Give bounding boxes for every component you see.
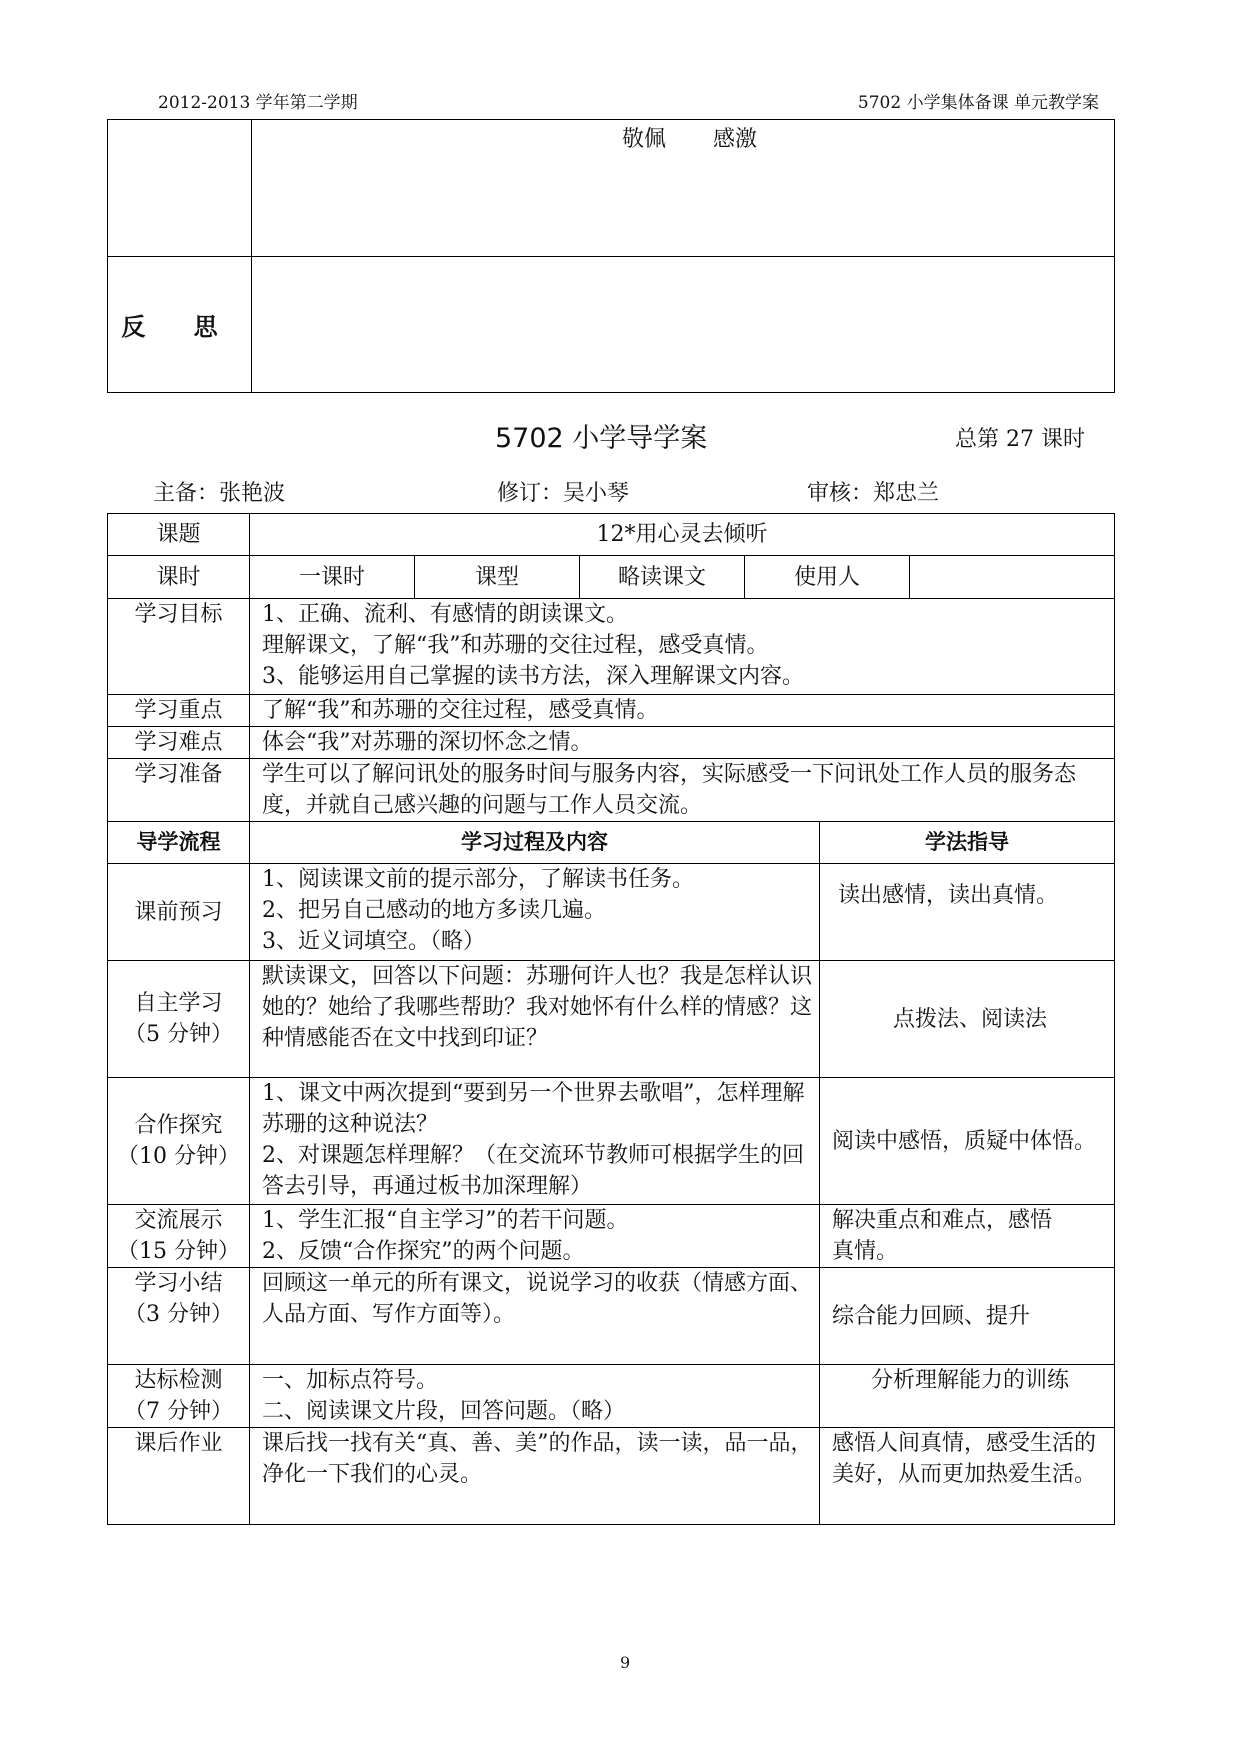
row-label-text: 交流展示 [134, 1208, 223, 1233]
prep-label: 学习准备 [108, 759, 250, 822]
col-content-header: 学习过程及内容 [250, 822, 820, 864]
row-guide: 读出感情，读出真情。 [820, 864, 1115, 961]
row-duration: （15 分钟） [117, 1239, 241, 1264]
lesson-number: 总第 27 课时 [955, 427, 1085, 452]
period-label: 课时 [108, 556, 250, 599]
goals-label: 学习目标 [108, 599, 250, 695]
goals-cell [250, 599, 1115, 695]
row-label [108, 1268, 250, 1365]
type-value: 略读课文 [580, 556, 745, 598]
content-line: 2、对课题怎样理解？（在交流环节教师可根据学生的回答去引导，再通过板书加深理解） [262, 1143, 805, 1199]
content-line: 1、阅读课文前的提示部分，了解读书任务。 [262, 867, 695, 892]
row-content [250, 1205, 820, 1268]
row-content [250, 1078, 820, 1205]
row-label [108, 1365, 250, 1428]
row-content [250, 864, 820, 961]
header-left: 2012-2013 学年第二学期 [158, 93, 358, 113]
table-row [108, 1365, 1115, 1428]
previous-lesson-table [107, 119, 1115, 393]
row-guide: 阅读中感悟，质疑中体悟。 [820, 1078, 1115, 1205]
word-1: 敬佩 [622, 127, 667, 152]
row-label: 课前预习 [108, 864, 250, 961]
row-duration: （3 分钟） [124, 1302, 234, 1327]
difficulty-value: 体会“我”对苏珊的深切怀念之情。 [250, 727, 1115, 759]
words-cell [252, 120, 1115, 257]
row-label-text: 合作探究 [134, 1113, 223, 1138]
row-duration: （7 分钟） [124, 1399, 234, 1424]
reflection-cell [252, 257, 1115, 393]
col-flow-header: 导学流程 [108, 822, 250, 864]
revisor: 修订：吴小琴 [497, 481, 630, 506]
row-guide: 分析理解能力的训练 [820, 1365, 1115, 1428]
row-label-text: 达标检测 [134, 1368, 223, 1393]
row-label [108, 1205, 250, 1268]
prep-value: 学生可以了解问讯处的服务时间与服务内容，实际感受一下问讯处工作人员的服务态度，并就自己感兴趣的问题与工作人员交流。 [250, 759, 1115, 822]
row-guide: 点拨法、阅读法 [820, 961, 1115, 1078]
row-content [250, 1365, 820, 1428]
row-guide: 综合能力回顾、提升 [820, 1268, 1115, 1365]
row-duration: （5 分钟） [124, 1022, 234, 1047]
row-label: 课后作业 [108, 1428, 250, 1525]
difficulty-label: 学习难点 [108, 727, 250, 759]
content-line: 二、阅读课文片段，回答问题。（略） [262, 1399, 626, 1424]
content-line: 1、课文中两次提到“要到另一个世界去歌唱”，怎样理解苏珊的这种说法？ [262, 1081, 805, 1137]
col-guide-header: 学法指导 [820, 822, 1115, 864]
key-value: 了解“我”和苏珊的交往过程，感受真情。 [250, 695, 1115, 727]
page-number: 9 [620, 1653, 631, 1672]
row-duration: （10 分钟） [117, 1144, 241, 1169]
goal-3: 3、能够运用自己掌握的读书方法，深入理解课文内容。 [262, 664, 805, 689]
topic-value: 12*用心灵去倾听 [250, 514, 1115, 556]
reflection-label: 反 思 [108, 257, 252, 393]
table-row [108, 1078, 1115, 1205]
content-line: 2、反馈“合作探究”的两个问题。 [262, 1239, 585, 1264]
row-content: 默读课文，回答以下问题：苏珊何许人也？我是怎样认识她的？她给了我哪些帮助？我对她怀有什么样的情感？这种情感能否在文中找到印证？ [250, 961, 820, 1078]
row-content: 回顾这一单元的所有课文，说说学习的收获（情感方面、人品方面、写作方面等）。 [250, 1268, 820, 1365]
study-plan-table [107, 513, 1115, 1525]
reviewer: 审核：郑忠兰 [807, 481, 940, 506]
table-row [108, 1268, 1115, 1365]
content-line: 3、近义词填空。（略） [262, 929, 486, 954]
table-row [108, 1428, 1115, 1525]
author: 主备：张艳波 [153, 481, 286, 506]
table-row [108, 1205, 1115, 1268]
content-line: 2、把另自己感动的地方多读几遍。 [262, 898, 607, 923]
table-row [108, 864, 1115, 961]
row-label [108, 961, 250, 1078]
content-line: 1、学生汇报“自主学习”的若干问题。 [262, 1208, 629, 1233]
goal-1: 1、正确、流利、有感情的朗读课文。 [262, 602, 629, 627]
key-label: 学习重点 [108, 695, 250, 727]
user-value [910, 556, 1110, 598]
row-guide: 感悟人间真情，感受生活的美好，从而更加热爱生活。 [820, 1428, 1115, 1525]
word-2: 感激 [713, 127, 758, 152]
row-content: 课后找一找有关“真、善、美”的作品，读一读，品一品，净化一下我们的心灵。 [250, 1428, 820, 1525]
goal-2: 理解课文，了解“我”和苏珊的交往过程，感受真情。 [262, 633, 769, 658]
type-label: 课型 [415, 556, 580, 598]
content-line: 一、加标点符号。 [262, 1368, 439, 1393]
page-title: 5702 小学导学案 [495, 423, 708, 454]
row-label-text: 自主学习 [134, 991, 223, 1016]
table-row [108, 961, 1115, 1078]
row-label-text: 学习小结 [134, 1271, 223, 1296]
user-label: 使用人 [745, 556, 910, 598]
period-value: 一课时 [250, 556, 415, 598]
topic-label: 课题 [108, 514, 250, 556]
row-guide: 解决重点和难点，感悟真情。 [820, 1205, 1115, 1268]
row-label [108, 1078, 250, 1205]
header-right: 5702 小学集体备课 单元教学案 [857, 93, 1099, 113]
